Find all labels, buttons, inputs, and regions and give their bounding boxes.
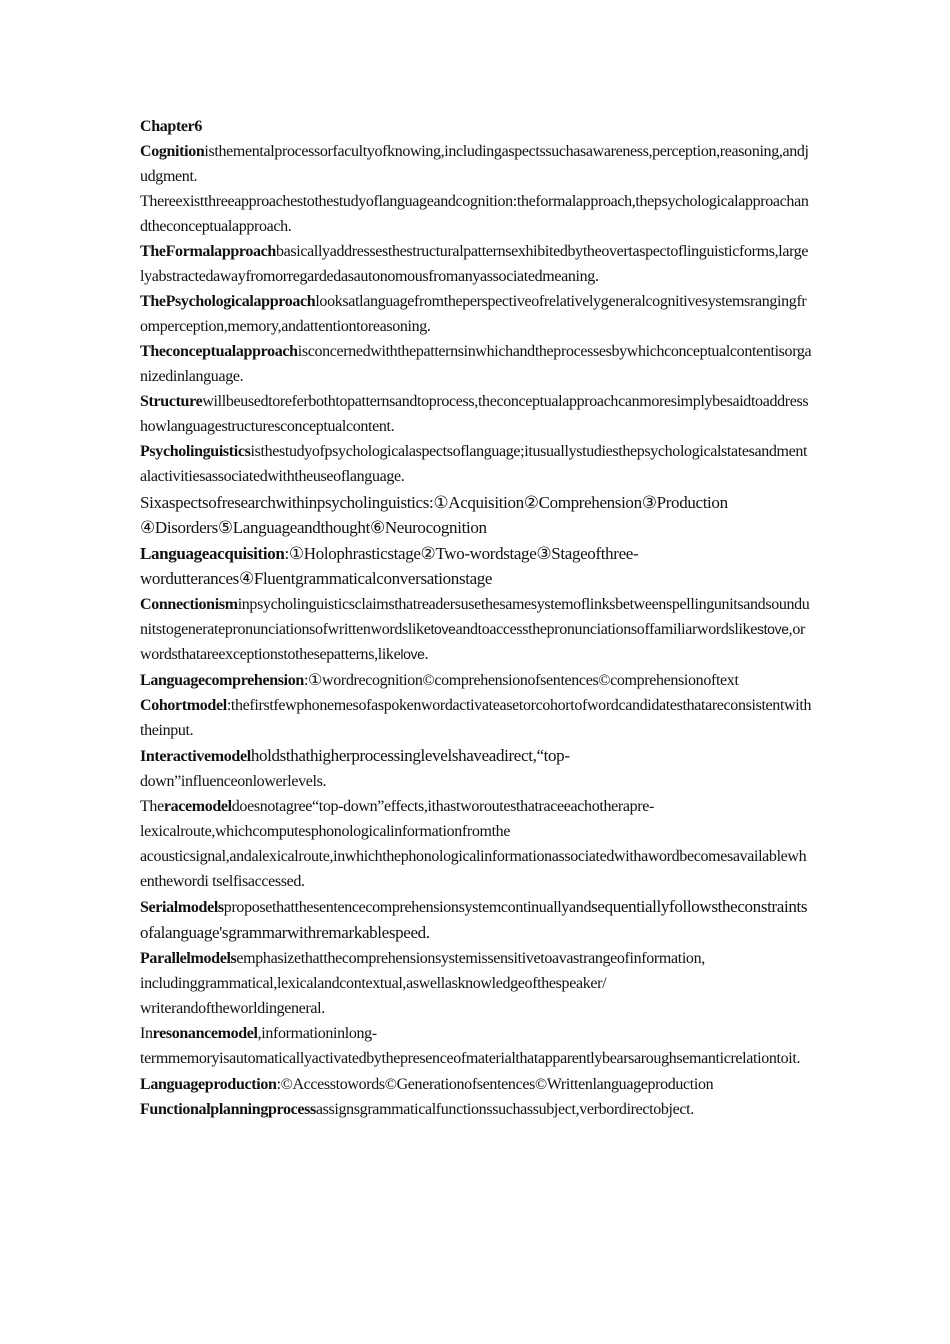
example-word: tove <box>430 621 456 637</box>
term: resonancemodel <box>152 1025 258 1042</box>
term: Languageproduction <box>140 1076 277 1093</box>
term: Cohortmodel <box>140 697 227 714</box>
paragraph-cohort-model: Cohortmodel:thefirstfewphonemesofaspokenwordactivateasetorcohortofwordcandidatesthatareconsistentwiththeinput. <box>140 697 812 739</box>
term: Languagecomprehension <box>140 672 304 689</box>
term: racemodel <box>163 798 232 815</box>
term: Parallelmodels <box>140 950 237 967</box>
paragraph-structure: Structurewillbeusedtoreferbothtopatternsandtoprocess,theconceptualapproachcanmoresimplybesaidtoaddresshowlanguagestructuresconceptualcontent. <box>140 393 809 435</box>
term: Theconceptualapproach <box>140 343 298 360</box>
paragraph-functional-planning: Functionalplanningprocessassignsgrammaticalfunctionssuchassubject,verbordirectobject. <box>140 1101 694 1118</box>
term: Structure <box>140 393 203 410</box>
paragraph-connectionism: Connectionisminpsycholinguisticsclaimsthatreadersusethesamesystemoflinksbetweenspellingunitsandsoundunitstogeneratepronunciationsofwrittenwordsliketoveandtoaccessthepronunciationsoffamiliarwordslikestove,orwordsthatareexceptionstothesepatterns,likelove. <box>140 596 810 663</box>
paragraph-resonance-model: Inresonancemodel,informationinlong- termmemoryisautomaticallyactivatedbythepresenceofmaterialthatapparentlybearsaroughsemanticrelationtoit. <box>140 1025 801 1067</box>
paragraph-language-production: Languageproduction:©Accesstowords©Generationofsentences©Writtenlanguageproduction <box>140 1076 714 1093</box>
example-word: love <box>400 646 425 662</box>
term: Interactivemodel <box>140 748 251 765</box>
term: Functionalplanningprocess <box>140 1101 316 1118</box>
paragraph-language-acquisition: Languageacquisition:①Holophrasticstage②Two-wordstage③Stageofthree- wordutterances④Fluentgrammaticalconversationstage <box>140 544 639 588</box>
paragraph-parallel-models: Parallelmodelsemphasizethatthecomprehensionsystemissensitivetoavastrangeofinformation, includinggrammatical,lexicalandcontextual,aswellasknowledgeofthespeaker/ writerandoftheworldingeneral. <box>140 950 705 1017</box>
paragraph-cognition: Cognitionisthementalprocessorfacultyofknowing,includingaspectssuchasawareness,perception,reasoning,andjudgment. <box>140 143 809 185</box>
term: Serialmodels <box>140 899 224 916</box>
term: ThePsychologicalapproach <box>140 293 316 310</box>
paragraph-three-approaches: Thereexistthreeapproachestothestudyoflanguageandcognition:theformalapproach,thepsychologicalapproachandtheconceptualapproach. <box>140 193 809 235</box>
paragraph-six-aspects: Sixaspectsofresearchwithinpsycholinguistics:①Acquisition②Comprehension③Production ④Disorders⑤Languageandthought⑥Neurocognition <box>140 493 728 537</box>
paragraph-psychological-approach: ThePsychologicalapproachlooksatlanguagefromtheperspectiveofrelativelygeneralcognitivesystemsrangingfromperception,memory,andattentiontoreasoning. <box>140 293 807 335</box>
term: Cognition <box>140 143 205 160</box>
paragraph-psycholinguistics: Psycholinguisticsisthestudyofpsychologicalaspectsoflanguage;itusuallystudiesthepsychologicalstatesandmentalactivitiesassociatedwiththeuseoflanguage. <box>140 443 808 485</box>
paragraph-language-comprehension: Languagecomprehension:①wordrecognition©comprehensionofsentences©comprehensionoftext <box>140 672 739 689</box>
paragraph-interactive-model: Interactivemodelholdsthathigherprocessinglevelshaveadirect,“top- down”influenceonlowerlevels. <box>140 746 570 790</box>
chapter-title: Chapter6 <box>140 118 203 135</box>
paragraph-race-model: Theracemodeldoesnotagree“top-down”effects,ithastworoutesthatraceeachotherapre- lexicalroute,whichcomputesphonologicalinformationfromthe acousticsignal,andalexicalroute,inwhichthephonologicalinformationassociatedwithawordbecomesavailablewhenthewordi tselfisaccessed. <box>140 798 807 890</box>
term: Languageacquisition <box>140 544 285 563</box>
term: TheFormalapproach <box>140 243 276 260</box>
paragraph-serial-models: Serialmodelsproposethatthesentencecomprehensionsystemcontinuallyandsequentiallyfollowstheconstraintsofalanguage'sgrammarwithremarkablespeed. <box>140 897 808 942</box>
example-word: stove <box>756 621 789 637</box>
term: Connectionism <box>140 596 238 613</box>
term: Psycholinguistics <box>140 443 251 460</box>
document-page <box>140 114 812 1122</box>
paragraph-conceptual-approach: Theconceptualapproachisconcernedwiththepatternsinwhichandtheprocessesbywhichconceptualcontentisorganizedinlanguage. <box>140 343 812 385</box>
paragraph-formal-approach: TheFormalapproachbasicallyaddressesthestructuralpatternsexhibitedbytheovertaspectoflinguisticforms,largelyabstractedawayfromorregardedasautonomousfromanyassociatedmeaning. <box>140 243 809 285</box>
